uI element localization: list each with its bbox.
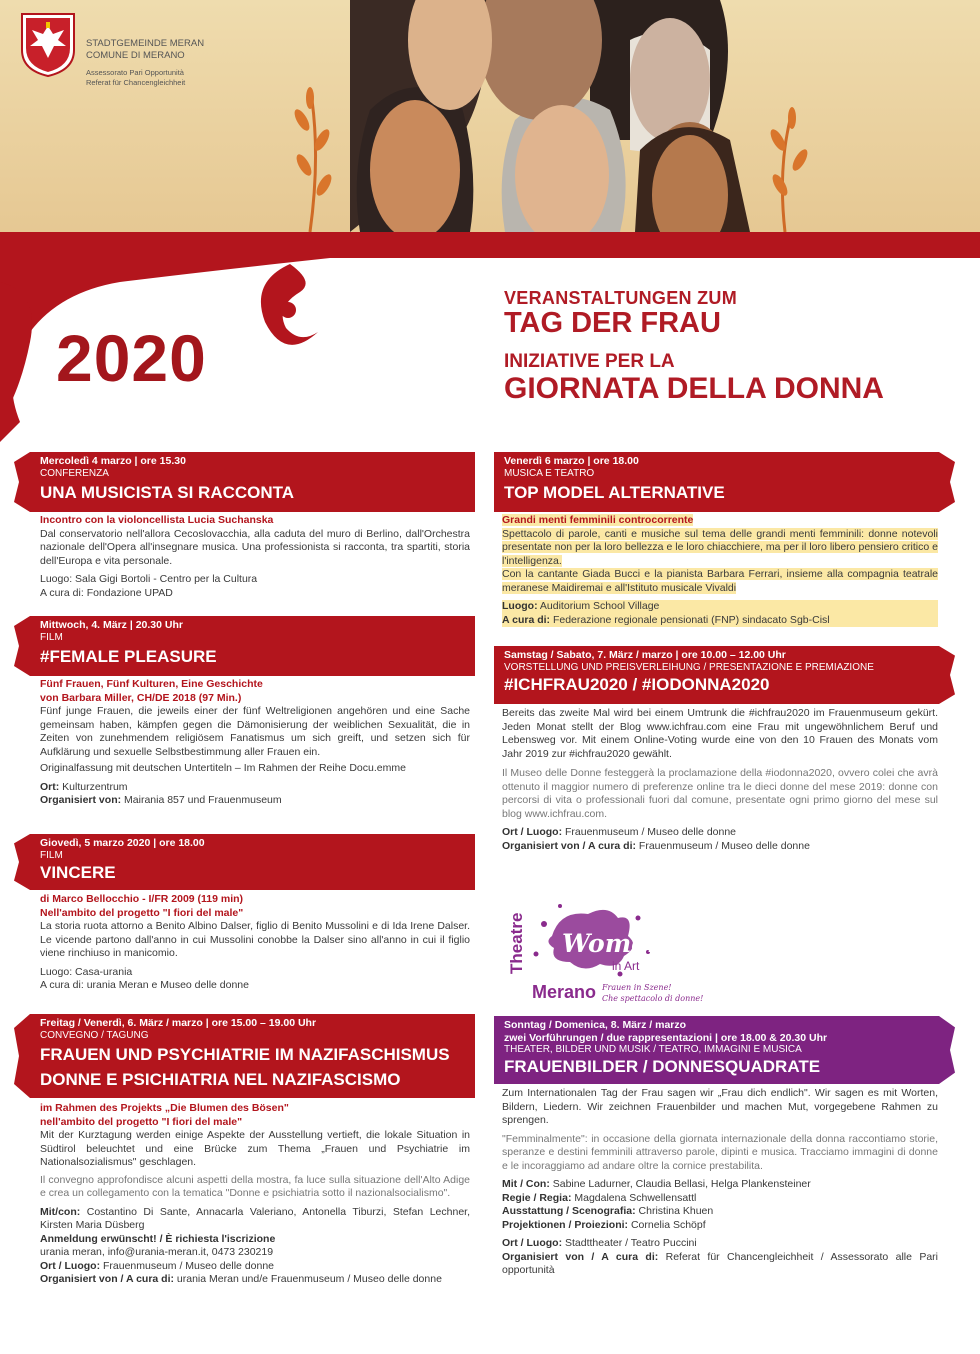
title-it-line-1: INIZIATIVE PER LA [504,351,675,372]
event-director [502,1192,938,1206]
event-vincere [30,834,475,1006]
org-line-1: STADTGEMEINDE MERAN [86,38,205,49]
event-performers [502,568,938,595]
performers-text: Con la cantante Giada Bucci e la pianista Barbara Ferrari, insieme alla compagnia teatrale meranese Maidiremai e all'Istituto musicale Vivaldi [502,568,938,594]
logo-merano: Merano [532,982,597,1002]
women-in-art-logo [500,896,740,1008]
org-label: A cura di: [502,613,551,626]
projections-label: Projektionen / Proiezioni: [502,1218,629,1231]
place-label: Ort / Luogo: [502,1237,563,1249]
event-subtitle: Incontro con la violoncellista Lucia Suchanska [40,514,274,526]
women-faces-illustration [290,0,830,232]
event-registration: urania meran, info@urania-meran.it, 0473 230219 [40,1246,274,1258]
event-body [502,707,938,853]
org-value: Mairania 857 und Frauenmuseum [124,794,282,806]
banner-tip [14,1014,30,1098]
place-label: Ort: [40,780,60,793]
event-registration-label: Anmeldung erwünscht! / È richiesta l'iscrizione [40,1232,276,1245]
event-header [30,1014,475,1098]
org-value: Fondazione UPAD [86,586,173,599]
place-label: Luogo: [40,965,73,978]
logo-vertical-text: Theatre [507,912,526,974]
place-value: Sala Gigi Bortoli - Centro per la Cultura [75,573,258,585]
org-value: Referat für Chancengleichheit / Assessorato alle Pari opportunità [502,1250,939,1276]
event-date: Mittwoch, 4. März | 20.30 Uhr [40,619,183,631]
place-value: Auditorium School Village [539,600,660,612]
event-title: UNA MUSICISTA SI RACCONTA [40,482,295,502]
event-description: La storia ruota attorno a Benito Albino Dalser, figlio di Benito Mussolini e di Ida Irene Dalser. Le vicende partono dall'anno in cui Mussolini conobbe la Dalser sino all'anno in cui il figlio viene rinchiuso in manicomio. [40,920,470,959]
banner-tip [14,616,30,676]
event-subtitle [502,514,938,528]
org-value: Federazione regionale pensionati (FNP) sindacato Sgb-Cisl [552,613,830,626]
place-label: Ort / Luogo: [502,826,563,838]
event-organizer [40,794,470,808]
event-category: FILM [40,631,63,643]
event-description: Dal conservatorio nell'allora Cecoslovacchia, alla caduta del muro di Berlino, dall'Orchestra nazionale dell'Opera all'insegnare musica. Una professionista si racconta, tra spartiti, storia dell'Europa e vita personale. [40,527,470,567]
org-label: Organisiert von / A cura di: [40,1273,174,1285]
org-value: urania Meran und/e Frauenmuseum / Museo delle donne [176,1273,442,1285]
event-date: Sonntag / Domenica, 8. März / marzo [504,1019,687,1031]
org-line-4: Referat für Chancengleichheit [86,77,186,87]
place-label: Ort / Luogo: [40,1259,101,1272]
org-value: Frauenmuseum / Museo delle donne [638,839,810,852]
event-participants [40,1206,470,1233]
event-projections [502,1219,938,1233]
event-top-model-alternative [494,452,954,638]
place-label: Luogo: [502,600,538,612]
banner-tip [939,452,955,512]
event-title: #FEMALE PLEASURE [40,646,217,666]
event-category: VORSTELLUNG UND PREISVERLEIHUNG / PRESENTAZIONE E PREMIAZIONE [504,661,874,673]
event-body [40,1102,470,1287]
event-description: Fünf junge Frauen, die jeweils einer der fünf Weltreligionen angehören und eine Sache gemeinsam haben, kämpfen gegen die Dämonisierung der weiblichen Sexualität, die in Zeiten von zunehmendem religiösem Fanatismus um sich greift, und setzen sich für Aufklärung und sexuelle Selbstbestimmung aller Frauen ein. [40,705,470,758]
header-banner [0,0,980,232]
place-label: Luogo: [40,573,73,585]
projections-value: Cornelia Schöpf [630,1218,706,1231]
event-date: Freitag / Venerdì, 6. März / marzo | ore 15.00 – 19.00 Uhr [40,1017,317,1029]
event-date: Giovedì, 5 marzo 2020 | ore 18.00 [40,837,205,849]
event-organizer [502,1251,938,1278]
event-subtitle-1: Fünf Frauen, Fünf Kulturen, Eine Geschichte [40,678,263,690]
event-organizer [40,1273,470,1287]
with-label: Mit/con: [40,1205,81,1218]
event-date: Mercoledì 4 marzo | ore 15.30 [40,455,186,467]
event-cast [502,1178,938,1192]
event-category: CONFERENZA [40,467,109,479]
event-body [502,1087,938,1278]
event-subtitle-2: nell'ambito del progetto "I fiori del male" [40,1115,243,1128]
poster-titles [504,288,884,404]
event-description-de: Mit der Kurztagung werden einige Aspekte der Ausstellung vertieft, die lokale Situation in Südtirol beleuchtet und eine Brücke zum Thema „Frauen und Psychiatrie im Nationalsozialismus" geschlagen. [40,1129,470,1168]
banner-tip [14,452,30,512]
set-label: Ausstattung / Scenografia: [502,1205,636,1217]
event-subtitle-2: Nell'ambito del progetto "I fiori del male" [40,906,244,919]
logo-in-art: in Art [612,959,640,973]
org-label: A cura di: [40,979,84,991]
event-subtitle-1: di Marco Bellocchio - I/FR 2009 (119 min) [40,893,244,905]
title-de-line-1: VERANSTALTUNGEN ZUM [504,288,738,308]
event-body [502,514,938,627]
event-header [30,834,475,890]
cast-value: Sabine Ladurner, Claudia Bellasi, Helga Plankensteiner [552,1178,811,1190]
event-description-de: Zum Internationalen Tag der Frau sagen wir „Frau dich endlich". Wir sagen es mit Worten, Bildern, Liedern. Wir zeichnen Frauenbilder und machen Mut, vorgegebene Rahmen zu sprengen. [502,1087,938,1126]
event-description-it: "Femminalmente": in occasione della giornata internazionale della donna raccontiamo storie, speranze e destini femminili attraverso parole, dipinti e musica. Tracciamo immagini di donne e le incoraggiamo ad andare oltre la cornice prestabilita. [502,1132,938,1172]
description-text: Spettacolo di parole, canti e musiche sul tema delle grandi menti femminili: donne notevoli presentate non per la loro bellezza e le loro chiacchiere, ma per il loro libero pensiero critico e l'intelligenza. [502,527,938,567]
logo-women: Women [562,929,666,958]
event-description-it: Il convegno approfondisce alcuni aspetti della mostra, fa luce sulla situazione dell'Alto Adige e crea un collegamento con la tematica "Donne e psichiatria sotto il nazionalsocialismo". [40,1173,470,1199]
event-category: CONVEGNO / TAGUNG [40,1029,149,1041]
place-value: Casa-urania [75,965,133,978]
event-body [40,678,470,808]
event-header [494,1016,939,1084]
event-frauenbilder [494,1016,954,1336]
event-place [40,573,470,587]
event-title: FRAUENBILDER / DONNESQUADRATE [504,1057,821,1076]
event-place [502,1237,938,1251]
event-place [40,1260,470,1274]
banner-tip [14,834,30,890]
event-set-design [502,1205,938,1219]
logo-tagline-1: Frauen in Szene! [602,983,672,992]
event-header [494,452,939,512]
event-category: MUSICA E TEATRO [504,467,595,479]
event-title: TOP MODEL ALTERNATIVE [504,482,725,502]
director-value: Magdalena Schwellensattl [574,1191,697,1204]
year: 2020 [56,321,207,395]
event-description [502,528,938,569]
merano-coat-of-arms [20,12,76,78]
org-line-2: COMUNE DI MERANO [86,50,185,61]
with-value: Costantino Di Sante, Annacarla Valeriano, Antonella Tiburzi, Stefan Lechner, Kirsten Maria Düsberg [40,1205,471,1231]
title-de-line-2: TAG DER FRAU [504,307,721,339]
event-category: FILM [40,849,63,861]
organization-name [86,38,204,87]
banner-tip [939,1016,955,1084]
org-line-3: Assessorato Pari Opportunità [86,68,184,77]
event-date: Samstag / Sabato, 7. März / marzo | ore 10.00 – 12.00 Uhr [504,649,786,661]
event-header [30,452,475,512]
event-header [30,616,475,676]
event-place [502,826,938,840]
event-subtitle-1: im Rahmen des Projekts „Die Blumen des Bösen" [40,1102,289,1114]
title-it-line-2: GIORNATA DELLA DONNA [504,372,884,405]
event-ichfrau2020 [494,646,954,886]
event-place [40,966,470,980]
org-label: A cura di: [40,586,84,599]
event-organizer [502,840,938,854]
place-value: Frauenmuseum / Museo delle donne [565,826,737,838]
event-title-it: DONNE E PSICHIATRIA NEL NAZIFASCISMO [40,1069,401,1089]
event-note: Originalfassung mit deutschen Untertiteln – Im Rahmen der Reihe Docu.emme [40,762,406,774]
event-organizer [502,614,938,628]
event-times: zwei Vorführungen / due rappresentazioni | ore 18.00 & 20.30 Uhr [504,1031,828,1044]
event-body [40,514,470,600]
event-place [502,600,938,614]
event-body [40,893,470,993]
event-place [40,781,470,795]
set-value: Christina Khuen [638,1205,714,1217]
event-date: Venerdì 6 marzo | ore 18.00 [504,455,639,467]
event-organizer [40,587,470,601]
director-label: Regie / Regia: [502,1191,572,1204]
event-header [494,646,939,704]
org-label: Organisiert von: [40,794,122,806]
logo-tagline-2: Che spettacolo di donne! [602,994,704,1003]
event-subtitle-2: von Barbara Miller, CH/DE 2018 (97 Min.) [40,691,242,704]
org-label: Organisiert von / A cura di: [502,1250,659,1263]
event-title: #ICHFRAU2020 / #IODONNA2020 [504,674,770,694]
event-description-de: Bereits das zweite Mal wird bei einem Umtrunk die #ichfrau2020 im Frauenmuseum gekürt. Jeden Monat stellt der Blog www.ichfrau.com eine Frau mit ungewöhnlichem Beruf und Lebensweg vor. Mit einem Online-Voting wurde eine von den 10 Frauen des Monats vom Jahr 2019 zur #ichfrau2020 gewählt. [502,707,938,760]
event-description-it: Il Museo delle Donne festeggerà la proclamazione della #iodonna2020, ovvero colei che avrà ottenuto il maggior numero di preferenze online tra le dieci donne del mese 2019: donne con percorsi di vita o professionali fuori dal comune, presentate ogni primo giorno del mese sul blog www.ichfrau.com. [502,767,938,820]
event-title-de: FRAUEN UND PSYCHIATRIE IM NAZIFASCHISMUS [40,1044,450,1064]
subtitle-text: Grandi menti femminili controcorrente [502,514,694,526]
event-frauen-psychiatrie [30,1014,475,1344]
place-value: Stadttheater / Teatro Puccini [565,1237,697,1249]
org-label: Organisiert von / A cura di: [502,839,636,852]
place-value: Frauenmuseum / Museo delle donne [103,1259,275,1272]
event-title: VINCERE [40,862,116,882]
event-organizer [40,979,470,993]
event-category: THEATER, BILDER UND MUSIK / TEATRO, IMMAGINI E MUSICA [504,1044,802,1055]
banner-tip [939,646,955,704]
place-value: Kulturzentrum [62,780,128,793]
event-female-pleasure [30,616,475,826]
cast-label: Mit / Con: [502,1178,550,1190]
event-una-musicista [30,452,475,612]
org-value: urania Meran e Museo delle donne [86,979,249,991]
